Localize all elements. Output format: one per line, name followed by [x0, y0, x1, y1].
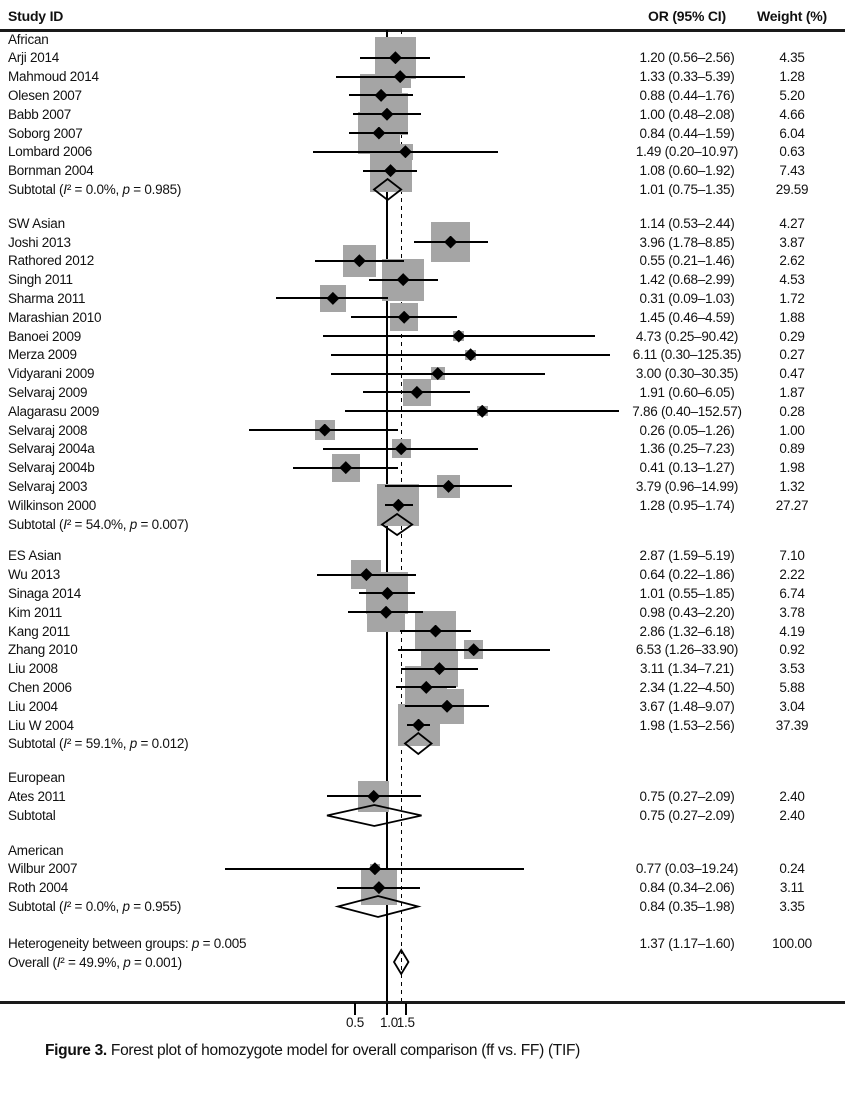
- study-label: Bornman 2004: [8, 163, 94, 179]
- or-ci-value: 0.88 (0.44–1.76): [639, 87, 735, 103]
- or-ci-value: 1.20 (0.56–2.56): [639, 50, 735, 66]
- study-label: Lombard 2006: [8, 144, 93, 160]
- figure-caption-text: Forest plot of homozygote model for overall comparison (ff vs. FF) (TIF): [106, 1042, 581, 1059]
- or-ci-value: 1.33 (0.33–5.39): [639, 69, 735, 85]
- confidence-interval-line: [353, 113, 421, 115]
- weight-value: 0.92: [779, 642, 805, 658]
- or-ci-value: 1.00 (0.48–2.08): [639, 106, 735, 122]
- or-ci-value: 1.98 (1.53–2.56): [639, 717, 735, 733]
- weight-box: [367, 593, 406, 632]
- row-kim-2011: [0, 603, 845, 622]
- study-label: European: [8, 770, 65, 786]
- row-bornman-2004: [0, 161, 845, 180]
- weight-box: [389, 65, 412, 88]
- weight-box: [398, 704, 440, 746]
- weight-value: 1.72: [779, 290, 805, 306]
- point-estimate-diamond: [420, 681, 433, 694]
- point-estimate-diamond: [442, 480, 455, 493]
- confidence-interval-line: [331, 354, 610, 356]
- weight-box: [375, 37, 417, 79]
- weight-value: 1.88: [779, 309, 805, 325]
- subtotal-diamond: [372, 177, 403, 202]
- weight-box: [360, 74, 402, 116]
- weight-box: [464, 640, 483, 659]
- confidence-interval-line: [349, 132, 408, 134]
- point-estimate-diamond: [368, 862, 381, 875]
- row-selvaraj-2003: [0, 477, 845, 496]
- confidence-interval-line: [363, 170, 417, 172]
- confidence-interval-line: [385, 504, 413, 506]
- weight-box: [405, 666, 447, 708]
- study-label: Chen 2006: [8, 679, 72, 695]
- point-estimate-diamond: [412, 719, 425, 732]
- study-label: Vidyarani 2009: [8, 366, 95, 382]
- study-label: Liu W 2004: [8, 717, 74, 733]
- point-estimate-diamond: [467, 643, 480, 656]
- row-selvaraj-2009: [0, 383, 845, 402]
- confidence-interval-line: [327, 795, 422, 797]
- weight-box: [370, 150, 412, 192]
- or-ci-value: 1.42 (0.68–2.99): [639, 272, 735, 288]
- point-estimate-diamond: [398, 311, 411, 324]
- weight-value: 37.39: [775, 717, 809, 733]
- point-estimate-diamond: [380, 606, 393, 619]
- or-ci-value: 1.91 (0.60–6.05): [639, 384, 735, 400]
- study-label: Sinaga 2014: [8, 585, 82, 601]
- weight-box: [332, 454, 360, 482]
- study-label: Kim 2011: [8, 604, 63, 620]
- or-ci-value: 3.79 (0.96–14.99): [635, 478, 739, 494]
- weight-value: 0.29: [779, 328, 805, 344]
- row-banoei-2009: [0, 327, 845, 346]
- or-ci-value: 1.36 (0.25–7.23): [639, 441, 735, 457]
- confidence-interval-line: [331, 373, 544, 375]
- confidence-interval-line: [345, 410, 620, 412]
- confidence-interval-line: [351, 316, 457, 318]
- row-singh-2011: [0, 270, 845, 289]
- weight-value: 4.35: [779, 50, 805, 66]
- row-subtotal-i-0-0-p-0-955: [0, 897, 845, 916]
- row-overall-i-49-9-p-0-001: [0, 953, 845, 972]
- study-label: Subtotal: [8, 807, 56, 823]
- row-sinaga-2014: [0, 584, 845, 603]
- study-label: Wilkinson 2000: [8, 497, 97, 513]
- or-ci-value: 1.01 (0.55–1.85): [639, 585, 735, 601]
- confidence-interval-line: [414, 241, 488, 243]
- weight-value: 0.47: [779, 366, 805, 382]
- weight-value: 1.00: [779, 422, 805, 438]
- study-label: Selvaraj 2004b: [8, 460, 95, 476]
- point-estimate-diamond: [353, 254, 366, 267]
- row-wilbur-2007: [0, 859, 845, 878]
- study-label: Overall (I² = 49.9%, p = 0.001): [8, 954, 182, 970]
- or-ci-value: 2.86 (1.32–6.18): [639, 623, 735, 639]
- or-ci-value: 3.00 (0.30–30.35): [635, 366, 739, 382]
- subtotal-diamond: [325, 803, 424, 828]
- study-label: Heterogeneity between groups: p = 0.005: [8, 935, 247, 951]
- confidence-interval-line: [313, 151, 498, 153]
- or-ci-value: 7.86 (0.40–152.57): [632, 403, 742, 419]
- column-header-or-ci: OR (95% CI): [648, 8, 726, 24]
- subtotal-diamond: [403, 731, 434, 756]
- weight-box: [358, 112, 400, 154]
- row-soborg-2007: [0, 124, 845, 143]
- row-american: [0, 841, 845, 860]
- weight-value: 6.04: [779, 125, 805, 141]
- weight-value: 0.63: [779, 144, 805, 160]
- axis-tick: [405, 1003, 407, 1015]
- weight-box: [370, 864, 380, 874]
- or-ci-value: 6.53 (1.26–33.90): [635, 642, 739, 658]
- subtotal-diamond: [336, 894, 420, 919]
- row-rathored-2012: [0, 251, 845, 270]
- weight-box: [361, 870, 396, 905]
- study-label: Selvaraj 2004a: [8, 441, 95, 457]
- study-label: Sharma 2011: [8, 290, 86, 306]
- row-selvaraj-2008: [0, 421, 845, 440]
- weight-box: [431, 222, 470, 261]
- weight-box: [343, 245, 375, 277]
- or-ci-value: 0.41 (0.13–1.27): [639, 460, 735, 476]
- point-estimate-diamond: [444, 236, 457, 249]
- study-label: Joshi 2013: [8, 234, 71, 250]
- axis-tick-label: 0.5: [345, 1015, 364, 1030]
- axis-tick-label: 1.0: [379, 1015, 399, 1030]
- study-label: Wilbur 2007: [8, 861, 78, 877]
- row-kang-2011: [0, 622, 845, 641]
- row-sharma-2011: [0, 289, 845, 308]
- figure-caption: [45, 1042, 580, 1060]
- study-label: Marashian 2010: [8, 309, 102, 325]
- confidence-interval-line: [360, 57, 430, 59]
- confidence-interval-line: [323, 448, 478, 450]
- study-label: Liu 2008: [8, 661, 58, 677]
- weight-value: 1.98: [779, 460, 805, 476]
- weight-box: [315, 420, 335, 440]
- point-estimate-diamond: [381, 587, 394, 600]
- confidence-interval-line: [385, 485, 512, 487]
- weight-box: [366, 93, 408, 135]
- study-label: Selvaraj 2009: [8, 384, 88, 400]
- point-estimate-diamond: [464, 348, 477, 361]
- weight-value: 4.27: [779, 215, 805, 231]
- study-label: Alagarasu 2009: [8, 403, 100, 419]
- confidence-interval-line: [401, 668, 479, 670]
- point-estimate-diamond: [433, 662, 446, 675]
- point-estimate-diamond: [389, 51, 402, 64]
- row-roth-2004: [0, 878, 845, 897]
- or-ci-value: 1.01 (0.75–1.35): [639, 181, 735, 197]
- point-estimate-diamond: [318, 424, 331, 437]
- point-estimate-diamond: [360, 568, 373, 581]
- weight-value: 3.87: [779, 234, 805, 250]
- weight-box: [320, 285, 346, 311]
- row-heterogeneity-between-groups-p-0-005: [0, 934, 845, 953]
- weight-value: 7.43: [779, 163, 805, 179]
- or-ci-value: 2.87 (1.59–5.19): [639, 548, 735, 564]
- point-estimate-diamond: [395, 442, 408, 455]
- row-subtotal-i-0-0-p-0-985: [0, 180, 845, 199]
- row-liu-2004: [0, 697, 845, 716]
- confidence-interval-line: [369, 279, 437, 281]
- weight-value: 4.19: [779, 623, 805, 639]
- weight-value: 5.20: [779, 87, 805, 103]
- study-label: African: [8, 31, 49, 47]
- point-estimate-diamond: [399, 145, 412, 158]
- study-label: Ates 2011: [8, 788, 66, 804]
- weight-value: 3.11: [779, 880, 805, 896]
- or-ci-value: 0.31 (0.09–1.03): [639, 290, 735, 306]
- confidence-interval-line: [293, 467, 398, 469]
- confidence-interval-line: [337, 887, 420, 889]
- weight-value: 3.35: [779, 898, 805, 914]
- axis-tick: [386, 1003, 388, 1015]
- or-ci-value: 1.08 (0.60–1.92): [639, 163, 735, 179]
- or-ci-value: 4.73 (0.25–90.42): [635, 328, 739, 344]
- overall-estimate-line: [401, 30, 403, 1001]
- study-label: Merza 2009: [8, 347, 77, 363]
- study-label: Subtotal (I² = 0.0%, p = 0.955): [8, 898, 182, 914]
- row-chen-2006: [0, 678, 845, 697]
- weight-value: 3.53: [779, 661, 805, 677]
- study-label: Liu 2004: [8, 698, 58, 714]
- study-label: Selvaraj 2008: [8, 422, 88, 438]
- point-estimate-diamond: [372, 881, 385, 894]
- weight-box: [358, 781, 389, 812]
- weight-value: 4.66: [779, 106, 805, 122]
- figure-caption-label: Figure 3.: [45, 1042, 107, 1059]
- or-ci-value: 0.26 (0.05–1.26): [639, 422, 735, 438]
- confidence-interval-line: [398, 649, 550, 651]
- weight-value: 0.27: [779, 347, 805, 363]
- point-estimate-diamond: [397, 273, 410, 286]
- point-estimate-diamond: [452, 330, 465, 343]
- or-ci-value: 0.55 (0.21–1.46): [639, 253, 735, 269]
- or-ci-value: 0.98 (0.43–2.20): [639, 604, 735, 620]
- row-ates-2011: [0, 787, 845, 806]
- row-liu-2008: [0, 659, 845, 678]
- row-subtotal-i-59-1-p-0-012: [0, 734, 845, 753]
- study-label: Arji 2014: [8, 50, 60, 66]
- weight-box: [465, 350, 475, 360]
- study-label: SW Asian: [8, 215, 65, 231]
- point-estimate-diamond: [431, 367, 444, 380]
- weight-value: 3.04: [779, 698, 805, 714]
- weight-value: 1.32: [779, 478, 805, 494]
- or-ci-value: 6.11 (0.30–125.35): [632, 347, 742, 363]
- or-ci-value: 1.45 (0.46–4.59): [639, 309, 735, 325]
- weight-value: 1.28: [779, 69, 805, 85]
- row-sw-asian: [0, 214, 845, 233]
- weight-value: 7.10: [779, 548, 805, 564]
- row-arji-2014: [0, 48, 845, 67]
- weight-box: [453, 331, 464, 342]
- row-olesen-2007: [0, 86, 845, 105]
- weight-value: 4.53: [779, 272, 805, 288]
- row-subtotal: [0, 806, 845, 825]
- point-estimate-diamond: [410, 386, 423, 399]
- or-ci-value: 2.34 (1.22–4.50): [639, 679, 735, 695]
- weight-box: [403, 379, 430, 406]
- or-ci-value: 0.77 (0.03–19.24): [635, 861, 739, 877]
- null-effect-line: [386, 30, 388, 1001]
- study-label: Olesen 2007: [8, 87, 82, 103]
- column-header-study-id: Study ID: [8, 8, 64, 24]
- weight-value: 0.89: [779, 441, 805, 457]
- weight-value: 0.24: [779, 861, 805, 877]
- row-lombard-2006: [0, 142, 845, 161]
- weight-box: [397, 144, 413, 160]
- weight-box: [351, 560, 381, 590]
- study-label: Wu 2013: [8, 567, 61, 583]
- point-estimate-diamond: [394, 70, 407, 83]
- row-liu-w-2004: [0, 716, 845, 735]
- row-mahmoud-2014: [0, 67, 845, 86]
- or-ci-value: 0.64 (0.22–1.86): [639, 567, 735, 583]
- weight-value: 0.28: [779, 403, 805, 419]
- row-vidyarani-2009: [0, 364, 845, 383]
- weight-box: [366, 572, 408, 614]
- weight-box: [437, 475, 460, 498]
- confidence-interval-line: [400, 630, 471, 632]
- weight-box: [415, 611, 456, 652]
- row-joshi-2013: [0, 233, 845, 252]
- study-label: Kang 2011: [8, 623, 71, 639]
- point-estimate-diamond: [375, 89, 388, 102]
- or-ci-value: 0.75 (0.27–2.09): [639, 788, 735, 804]
- weight-value: 5.88: [779, 679, 805, 695]
- or-ci-value: 1.28 (0.95–1.74): [639, 497, 735, 513]
- study-label: Mahmoud 2014: [8, 69, 99, 85]
- or-ci-value: 1.49 (0.20–10.97): [635, 144, 739, 160]
- weight-box: [390, 303, 417, 330]
- column-header-weight: Weight (%): [756, 8, 828, 24]
- weight-value: 2.40: [779, 807, 805, 823]
- confidence-interval-line: [363, 391, 470, 393]
- point-estimate-diamond: [392, 499, 405, 512]
- or-ci-value: 0.84 (0.34–2.06): [639, 880, 735, 896]
- or-ci-value: 3.67 (1.48–9.07): [639, 698, 735, 714]
- row-european: [0, 768, 845, 787]
- weight-box: [421, 650, 459, 688]
- point-estimate-diamond: [339, 461, 352, 474]
- header-divider-line: [0, 29, 845, 32]
- or-ci-value: 3.96 (1.78–8.85): [639, 234, 735, 250]
- point-estimate-diamond: [326, 292, 339, 305]
- point-estimate-diamond: [381, 108, 394, 121]
- point-estimate-diamond: [372, 127, 385, 140]
- weight-value: 29.59: [775, 181, 809, 197]
- confidence-interval-line: [348, 611, 423, 613]
- study-label: Singh 2011: [8, 272, 73, 288]
- confidence-interval-line: [225, 868, 524, 870]
- study-label: Subtotal (I² = 54.0%, p = 0.007): [8, 516, 189, 532]
- weight-value: 2.40: [779, 788, 805, 804]
- study-label: Zhang 2010: [8, 642, 78, 658]
- row-merza-2009: [0, 345, 845, 364]
- or-ci-value: 1.37 (1.17–1.60): [639, 935, 735, 951]
- study-label: American: [8, 842, 64, 858]
- confidence-interval-line: [359, 592, 415, 594]
- row-wilkinson-2000: [0, 496, 845, 515]
- axis-line: [0, 1001, 845, 1004]
- study-label: ES Asian: [8, 548, 62, 564]
- weight-value: 2.62: [779, 253, 805, 269]
- confidence-interval-line: [336, 76, 465, 78]
- or-ci-value: 0.75 (0.27–2.09): [639, 807, 735, 823]
- or-ci-value: 0.84 (0.35–1.98): [639, 898, 735, 914]
- subtotal-diamond: [380, 512, 414, 537]
- study-label: Babb 2007: [8, 106, 72, 122]
- overall-diamond: [392, 948, 410, 976]
- or-ci-value: 0.84 (0.44–1.59): [639, 125, 735, 141]
- weight-value: 1.87: [779, 384, 805, 400]
- confidence-interval-line: [407, 724, 431, 726]
- point-estimate-diamond: [476, 405, 489, 418]
- row-babb-2007: [0, 105, 845, 124]
- weight-box: [392, 439, 411, 458]
- confidence-interval-line: [396, 686, 456, 688]
- confidence-interval-line: [405, 705, 489, 707]
- weight-value: 3.78: [779, 604, 805, 620]
- row-selvaraj-2004b: [0, 458, 845, 477]
- study-label: Banoei 2009: [8, 328, 82, 344]
- row-wu-2013: [0, 565, 845, 584]
- confidence-interval-line: [323, 335, 595, 337]
- or-ci-value: 1.14 (0.53–2.44): [639, 215, 735, 231]
- weight-value: 6.74: [779, 585, 805, 601]
- row-zhang-2010: [0, 640, 845, 659]
- study-label: Subtotal (I² = 59.1%, p = 0.012): [8, 736, 189, 752]
- weight-box: [431, 367, 445, 381]
- or-ci-value: 3.11 (1.34–7.21): [639, 661, 735, 677]
- weight-value: 100.00: [772, 935, 812, 951]
- row-marashian-2010: [0, 308, 845, 327]
- study-label: Soborg 2007: [8, 125, 83, 141]
- row-selvaraj-2004a: [0, 439, 845, 458]
- confidence-interval-line: [249, 429, 398, 431]
- confidence-interval-line: [315, 260, 405, 262]
- study-label: Selvaraj 2003: [8, 478, 88, 494]
- row-subtotal-i-54-0-p-0-007: [0, 515, 845, 534]
- row-alagarasu-2009: [0, 402, 845, 421]
- weight-value: 27.27: [775, 497, 809, 513]
- weight-box: [477, 406, 488, 417]
- weight-box: [382, 259, 424, 301]
- weight-value: 2.22: [779, 567, 805, 583]
- axis-tick-label: 1.5: [396, 1015, 415, 1030]
- confidence-interval-line: [349, 94, 413, 96]
- point-estimate-diamond: [384, 164, 397, 177]
- study-label: Roth 2004: [8, 880, 69, 896]
- point-estimate-diamond: [367, 790, 380, 803]
- weight-box: [430, 689, 465, 724]
- confidence-interval-line: [276, 297, 389, 299]
- point-estimate-diamond: [429, 625, 442, 638]
- row-es-asian: [0, 546, 845, 565]
- study-label: Subtotal (I² = 0.0%, p = 0.985): [8, 181, 182, 197]
- confidence-interval-line: [317, 574, 416, 576]
- point-estimate-diamond: [441, 700, 454, 713]
- study-label: Rathored 2012: [8, 253, 95, 269]
- axis-tick: [354, 1003, 356, 1015]
- row-african: [0, 30, 845, 49]
- weight-box: [377, 484, 419, 526]
